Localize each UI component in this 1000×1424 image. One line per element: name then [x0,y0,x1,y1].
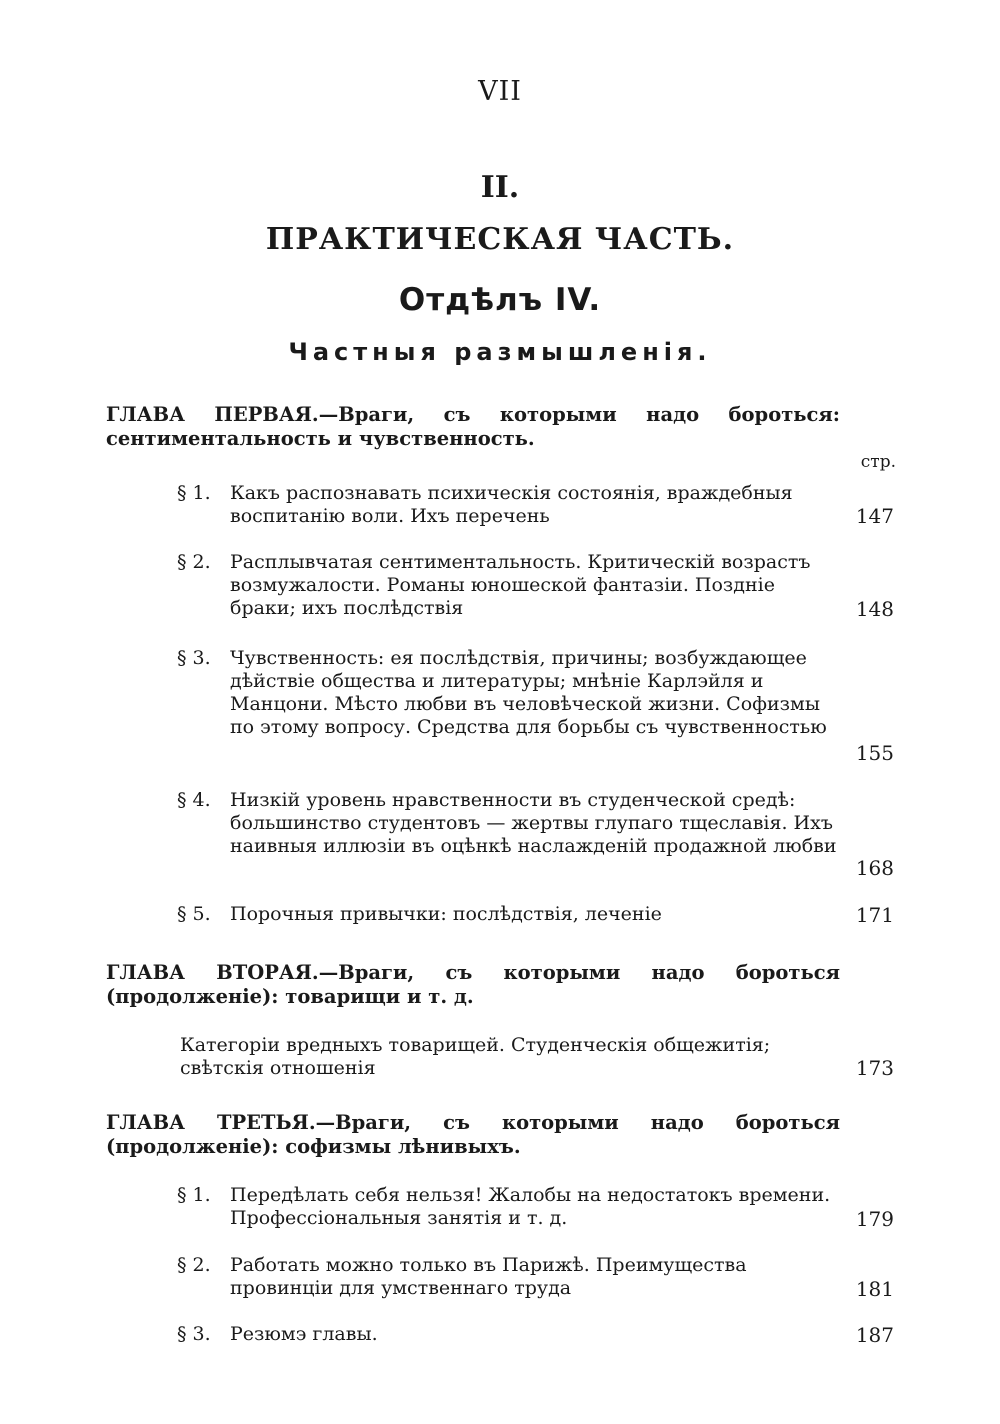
chapter-heading: ГЛАВА ТРЕТЬЯ.—Враги, съ которыми надо бороться (продолженіе): софизмы лѣнивыхъ. [106,1111,840,1158]
entry-number: § 3. [177,1323,211,1345]
entry-page-number: 168 [855,856,894,880]
entry-page-number: 187 [855,1323,894,1347]
part-number: II. [480,170,520,205]
entry-page-number: 155 [855,741,894,765]
entry-number: § 3. [177,647,211,669]
page-column-label: стр. [860,452,896,472]
entry-text: Передѣлать себя нельзя! Жалобы на недостатокъ времени. Профессіональныя занятія и т. д. [230,1184,831,1229]
entry-page-number: 171 [855,903,894,927]
entry-number: § 2. [177,551,211,573]
entry-number: § 1. [177,1184,211,1206]
chapter-heading: ГЛАВА ВТОРАЯ.—Враги, съ которыми надо бороться (продолженіе): товарищи и т. д. [106,961,840,1008]
toc-entry [177,1184,845,1230]
page-folio: VII [478,76,522,107]
toc-entry [177,789,845,858]
entry-page-number: 148 [855,597,894,621]
part-title: ПРАКТИЧЕСКАЯ ЧАСТЬ. [265,222,735,257]
entry-page-number: 181 [855,1277,894,1301]
toc-entry [177,1323,845,1346]
entry-text: Резюмэ главы. [230,1323,378,1345]
entry-text: Работать можно только въ Парижѣ. Преимущества провинціи для умственнаго труда [230,1254,747,1299]
toc-entry [177,551,845,620]
entry-text: Низкій уровень нравственности въ студенческой средѣ: большинство студентовъ — жертвы глупаго тщеславія. Ихъ наивныя иллюзіи въ оцѣнкѣ наслажденій продажной любви [230,789,837,857]
entry-number: § 2. [177,1254,211,1276]
entry-text: Какъ распознавать психическія состоянія, враждебныя воспитанію воли. Ихъ перечень [230,482,793,527]
entry-text: Расплывчатая сентиментальность. Критическій возрастъ возмужалости. Романы юношеской фантазіи. Поздніе браки; ихъ послѣдствія [230,551,811,619]
entry-number: § 4. [177,789,211,811]
entry-text: Порочныя привычки: послѣдствія, леченіе [230,903,662,925]
toc-entry [177,482,845,528]
entry-number: § 1. [177,482,211,504]
entry-page-number: 179 [855,1207,894,1231]
toc-entry [177,1254,845,1300]
toc-entry [177,903,845,926]
entry-page-number: 173 [855,1056,894,1080]
entry-text: Категоріи вредныхъ товарищей. Студенческія общежитія; свѣтскія отношенія [180,1034,771,1079]
toc-entry [180,1034,840,1080]
chapter-heading: ГЛАВА ПЕРВАЯ.—Враги, съ которыми надо бороться: сентиментальность и чувственность. [106,403,840,450]
section-subtitle: Частныя размышленія. [288,338,712,366]
section-title: Отдѣлъ IV. [398,282,602,318]
entry-number: § 5. [177,903,211,925]
entry-text: Чувственность: ея послѣдствія, причины; возбуждающее дѣйствіе общества и литературы; мнѣніе Карлэйля и Манцони. Мѣсто любви въ человѣческой жизни. Софизмы по этому вопросу. Средства для борьбы съ чувственностью [230,647,827,738]
entry-page-number: 147 [855,504,894,528]
toc-entry [177,647,845,739]
